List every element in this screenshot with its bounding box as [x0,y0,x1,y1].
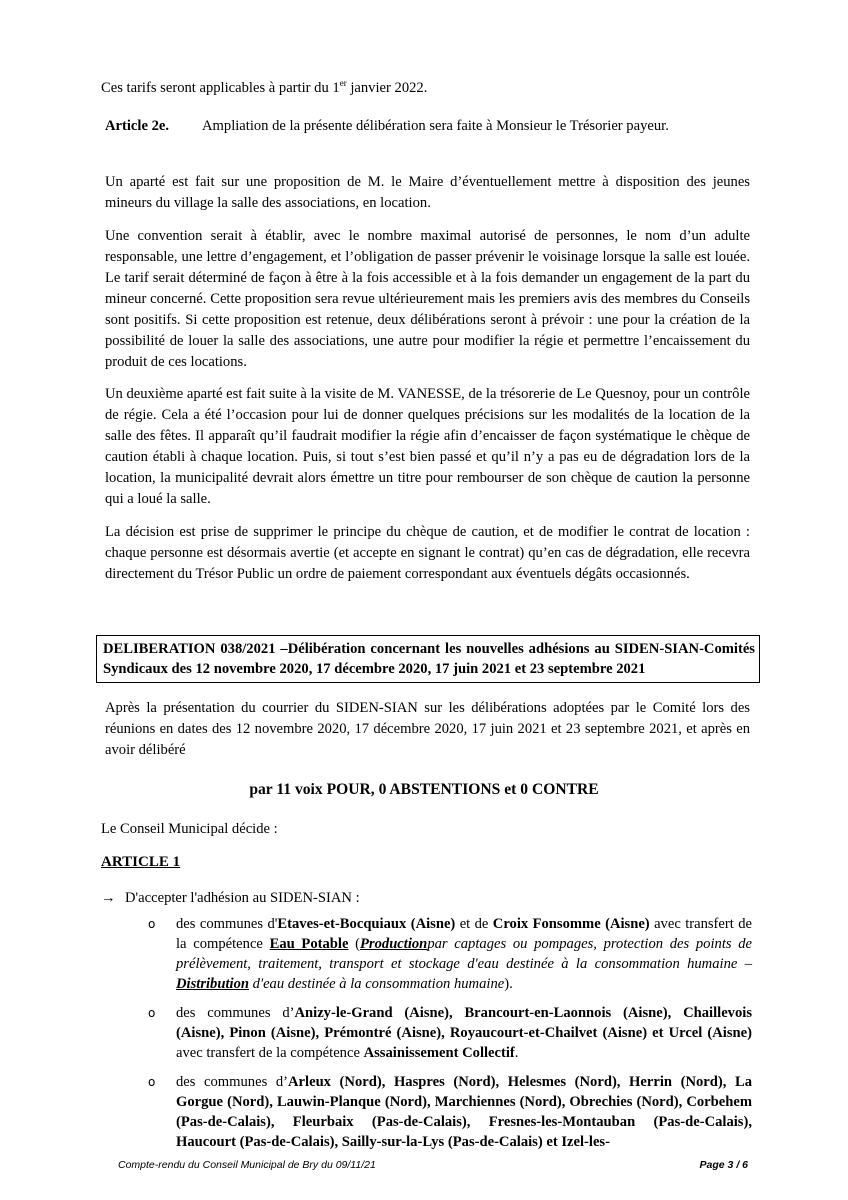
paragraph-decision: La décision est prise de supprimer le principe du chèque de caution, et de modifier le contrat de location : chaque personne est désormais avertie (et accepte en signant le contrat) qu’en cas de dégradation, elle recevra directement du Trésor Public un ordre de paiement correspondant aux éventuels dégâts occasionnés. [105,524,750,582]
intro-text-end: janvier 2022. [346,80,428,96]
bullet-marker-icon: o [148,1075,156,1089]
council-decides: Le Conseil Municipal décide : [101,821,278,837]
right-arrow-icon: → [101,890,116,906]
vote-prefix: par 11 voix [249,781,327,798]
vote-result [0,779,848,800]
paragraph-aparte-2: Un deuxième aparté est fait suite à la visite de M. VANESSE, de la trésorerie de Le Quesnoy, pour un contrôle de régie. Cela a été l’occasion pour lui de donner quelques précisions sur les modalités de la location de la salle des fêtes. Il apparaît qu’il faudrait modifier la régie afin d’encaisser de façon systématique le chèque de caution établi à chaque location. Puis, si tout s’est bien passé et qu’il n’y a pas eu de dégradation lors de la location, la municipalité devrait alors émettre un titre pour rembourser de son chèque de caution la personne qui a loué la salle. [105,386,750,507]
article-2-label: Article 2e. [105,118,170,134]
bullet-item-1: o des communes d'Etaves-et-Bocquiaux (Aisne) et de Croix Fonsomme (Aisne) avec transfert de la compétence Eau Potable (Productionpar captages ou pompages, protection des points de prélèvement, traitement, transport et stockage d'eau destinée à la consommation humaine – Distribution d'eau destinée à la consommation humaine). [148,916,753,992]
paragraph-presentation: Après la présentation du courrier du SIDEN-SIAN sur les délibérations adoptées par le Comité lors des réunions en dates des 12 novembre 2020, 17 décembre 2020, 17 juin 2021 et 23 septembre 2021, et après en avoir délibéré [105,700,750,758]
accept-line [101,888,360,909]
bullet-marker-icon: o [148,1006,156,1020]
article-2 [105,116,755,137]
article-2-text: Ampliation de la présente délibération sera faite à Monsieur le Trésorier payeur. [202,118,669,134]
paragraph-convention: Une convention serait à établir, avec le nombre maximal autorisé de personnes, le nom d’un adulte responsable, une lettre d’engagement, et l’obligation de passer prévenir le voisinage lorsque la salle est louée. Le tarif serait déterminé de façon à être à la fois accessible et à la fois demander un engagement de la part du mineur concerné. Cette proposition sera revue ultérieurement mais les premiers avis des membres du Conseils sont positifs. Si cette proposition est retenue, deux délibérations seront à prévoir : une pour la création de la possibilité de louer la salle des associations, une autre pour modifier la régie et permettre l’encaissement du produit de ces locations. [105,228,750,370]
intro-text: Ces tarifs seront applicables à partir du 1 [101,80,340,96]
intro-superscript: er [339,78,347,89]
bullet-marker-icon: o [148,917,156,931]
bullet-item-2: o des communes d’Anizy-le-Grand (Aisne), Brancourt-en-Laonnois (Aisne), Chaillevois (Aisne), Pinon (Aisne), Prémontré (Aisne), Royaucourt-et-Chailvet (Aisne) et Urcel (Aisne) avec transfert de la compétence Assainissement Collectif. [148,1005,752,1061]
bullet-list [148,914,752,1161]
deliberation-title-box: DELIBERATION 038/2021 –Délibération concernant les nouvelles adhésions au SIDEN-SIAN-Comités Syndicaux des 12 novembre 2020, 17 décembre 2020, 17 juin 2021 et 23 septembre 2021 [96,635,760,683]
footer-document-title: Compte-rendu du Conseil Municipal de Bry du 09/11/21 [118,1159,376,1171]
vote-counts: POUR, 0 ABSTENTIONS et 0 CONTRE [326,781,599,798]
bullet-item-3: o des communes d’Arleux (Nord), Haspres (Nord), Helesmes (Nord), Herrin (Nord), La Gorgue (Nord), Lauwin-Planque (Nord), Marchiennes (Nord), Obrechies (Nord), Corbehem (Pas-de-Calais), Fleurbaix (Pas-de-Calais), Fresnes-les-Montauban (Pas-de-Calais), Haucourt (Pas-de-Calais), Sailly-sur-la-Lys (Pas-de-Calais) et Izel-les- [148,1074,752,1150]
intro-line [101,78,751,99]
article-1-heading: ARTICLE 1 [101,854,181,870]
paragraph-aparte-1: Un aparté est fait sur une proposition de M. le Maire d’éventuellement mettre à disposition des jeunes mineurs du village la salle des associations, en location. [105,174,750,211]
accept-text: D'accepter l'adhésion au SIDEN-SIAN : [125,890,360,906]
footer-page-number: Page 3 / 6 [699,1159,748,1171]
